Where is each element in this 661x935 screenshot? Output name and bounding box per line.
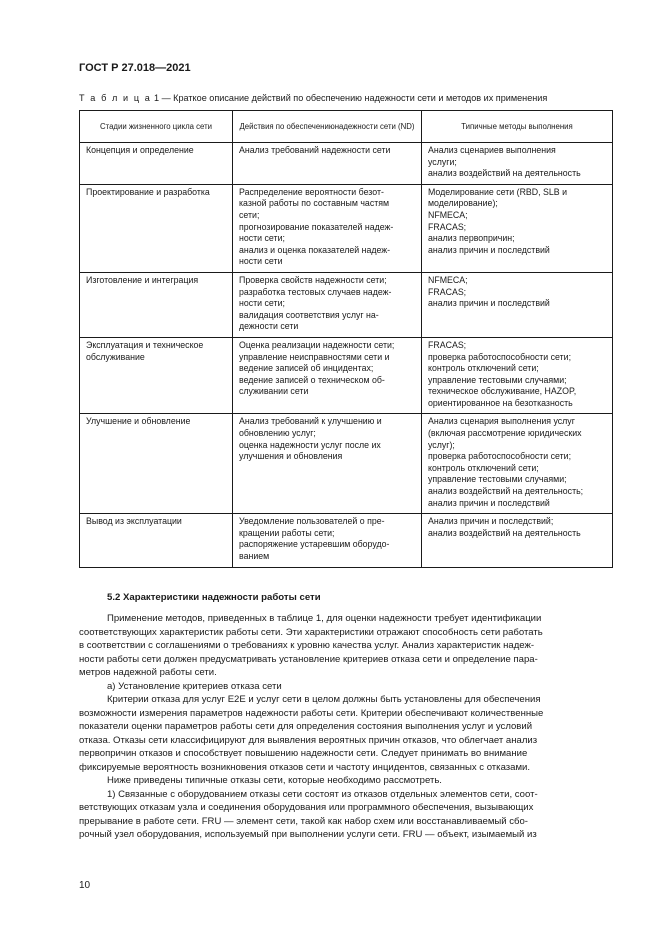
- table-row: [80, 272, 613, 337]
- cell-line: распоряжение устаревшим оборудо-: [239, 539, 390, 550]
- cell-line: разработка тестовых случаев надеж-: [239, 286, 392, 297]
- cell-line: обновлению услуг;: [239, 428, 316, 439]
- standard-designation: ГОСТ Р 27.018—2021: [79, 62, 191, 74]
- cell-line: ориентированное на безотказность: [428, 397, 573, 408]
- table-row: [80, 143, 613, 185]
- cell-line: Уведомление пользователей о пре-: [239, 516, 385, 527]
- paragraph-line: Ниже приведены типичные отказы сети, которые необходимо рассмотреть.: [107, 775, 442, 786]
- stage-cell: [80, 414, 233, 514]
- cell-line: контроль отключений сети;: [428, 363, 539, 374]
- stage-cell: [80, 143, 233, 185]
- cell-line: Оценка реализации надежности сети;: [239, 339, 395, 350]
- actions-cell: [233, 337, 422, 414]
- table-caption-label: Т а б л и ц а: [79, 93, 152, 103]
- cell-line: Анализ сценария выполнения услуг: [428, 416, 575, 427]
- cell-line: FRACAS;: [428, 286, 467, 297]
- cell-line: моделирование);: [428, 198, 498, 209]
- cell-line: Распределение вероятности безот-: [239, 186, 384, 197]
- cell-line: Анализ требований надежности сети: [239, 145, 391, 155]
- cell-line: Моделирование сети (RBD, SLB и: [428, 186, 568, 197]
- cell-line: управление тестовыми случаями;: [428, 474, 567, 485]
- cell-line: ности сети;: [239, 298, 285, 309]
- paragraph-line: ветствующих отказам узла и соединения оборудования или программного обеспечения, вызывающих: [79, 802, 534, 813]
- reliability-actions-table: [79, 110, 613, 568]
- methods-cell: [422, 143, 613, 185]
- paragraph-line: фиксируемые вероятность возникновения отказов сети и частоту инцидентов, связанных с отказами.: [79, 761, 531, 773]
- cell-line: прогнозирование показателей надеж-: [239, 221, 394, 232]
- stage-cell: [80, 184, 233, 272]
- paragraph-line: показатели оценки параметров работы сети для определения состояния выполнения услуг и условий: [79, 721, 533, 732]
- cell-line: Изготовление и интеграция: [86, 274, 199, 285]
- actions-cell: [233, 514, 422, 567]
- cell-line: Стадии жизненного цикла сети: [99, 121, 213, 131]
- stage-cell: [80, 272, 233, 337]
- cell-line: анализ причин и последствий: [428, 298, 550, 309]
- paragraph-line: метров надежной работы сети.: [79, 667, 217, 678]
- cell-line: услуги;: [428, 156, 457, 167]
- cell-line: Эксплуатация и техническое: [86, 339, 204, 350]
- paragraph-line: соответствующих характеристик работы сети. Эти характеристики отражают способность сети работать: [79, 626, 543, 638]
- cell-line: проверка работоспособности сети;: [428, 451, 572, 462]
- paragraph-line: Критерии отказа для услуг E2E и услуг сети в целом должны быть установлены для обеспечения: [107, 694, 541, 705]
- paragraph-line: прерывание в работе сети. FRU — элемент сети, такой как набор схем или восстанавливаемый сбо-: [79, 815, 528, 827]
- cell-line: анализ воздействий на деятельность: [428, 168, 581, 179]
- paragraph-line: отказа. Отказы сети классифицируют для выявления вероятных причин отказов, что облегчает анализ: [79, 734, 538, 746]
- cell-line: услуг);: [428, 439, 455, 450]
- column-header: [80, 111, 233, 143]
- cell-line: Типичные методы выполнения: [461, 121, 573, 131]
- table-caption-number: 1: [153, 93, 160, 103]
- cell-line: ности сети;: [239, 233, 285, 244]
- stage-cell: [80, 337, 233, 414]
- section-title: 5.2 Характеристики надежности работы сети: [107, 592, 321, 603]
- cell-line: NFMECA;: [428, 209, 468, 220]
- cell-line: анализ и оценка показателей надеж-: [239, 244, 391, 255]
- table-caption-text: — Краткое описание действий по обеспечению надежности сети и методов их применения: [161, 93, 548, 103]
- cell-line: проверка работоспособности сети;: [428, 351, 572, 362]
- cell-line: Вывод из эксплуатации: [86, 516, 182, 527]
- table-row: [80, 337, 613, 414]
- cell-line: анализ воздействий на деятельность;: [428, 486, 584, 497]
- section-body: [79, 612, 615, 842]
- actions-cell: [233, 143, 422, 185]
- column-header: [233, 111, 422, 143]
- cell-line: (включая рассмотрение юридических: [428, 428, 582, 439]
- actions-cell: [233, 184, 422, 272]
- cell-line: ведение записей о техническом об-: [239, 374, 385, 385]
- cell-line: улучшения и обновления: [239, 451, 343, 462]
- actions-cell: [233, 414, 422, 514]
- cell-line: Анализ сценариев выполнения: [428, 145, 556, 155]
- cell-line: Анализ требований к улучшению и: [239, 416, 382, 427]
- cell-line: ведение записей об инцидентах;: [239, 363, 374, 374]
- cell-line: сети;: [239, 209, 260, 220]
- methods-cell: [422, 514, 613, 567]
- cell-line: Концепция и определение: [86, 145, 194, 155]
- paragraph-line: 1) Связанные с оборудованием отказы сети состоят из отказов отдельных элементов сети, соот-: [107, 788, 538, 800]
- table-row: [80, 184, 613, 272]
- cell-line: ванием: [239, 551, 270, 561]
- methods-cell: [422, 337, 613, 414]
- cell-line: FRACAS;: [428, 339, 467, 350]
- paragraph-line: ности работы сети должен предусматривать установление критериев отказа сети и определение пара-: [79, 653, 538, 665]
- methods-cell: [422, 272, 613, 337]
- cell-line: техническое обслуживание, HAZOP,: [428, 386, 577, 397]
- cell-line: анализ причин и последствий: [428, 244, 550, 255]
- table-caption: [79, 93, 599, 103]
- methods-cell: [422, 414, 613, 514]
- paragraph-line: в соответствии с соглашениями о требованиях к уровню качества услуг. Анализ характеристик надеж-: [79, 640, 535, 651]
- paragraph-line: Применение методов, приведенных в таблице 1, для оценки надежности требует идентификации: [107, 613, 542, 624]
- table-header-row: [80, 111, 613, 143]
- cell-line: анализ первопричин;: [428, 233, 515, 244]
- cell-line: анализ причин и последствий: [428, 497, 550, 508]
- paragraph-line: рочный узел оборудования, используемый при выполнении услуги сети. FRU — объект, изымаемый из: [79, 829, 537, 840]
- table-row: [80, 514, 613, 567]
- paragraph-line: а) Установление критериев отказа сети: [107, 680, 282, 692]
- paragraph-line: возможности измерения параметров надежности работы сети. Критерии обеспечивают количественные: [79, 707, 544, 719]
- cell-line: FRACAS;: [428, 221, 467, 232]
- cell-line: надежности сети (ND): [334, 121, 415, 131]
- cell-line: служивании сети: [239, 386, 309, 397]
- stage-cell: [80, 514, 233, 567]
- table-row: [80, 414, 613, 514]
- cell-line: кращении работы сети;: [239, 527, 335, 538]
- cell-line: оценка надежности услуг после их: [239, 439, 381, 450]
- cell-line: казной работы по составным частям: [239, 198, 390, 209]
- page-number: 10: [79, 880, 91, 891]
- cell-line: Анализ причин и последствий;: [428, 516, 554, 527]
- cell-line: Проектирование и разработка: [86, 186, 210, 197]
- cell-line: Действия по обеспечению: [239, 121, 335, 131]
- column-header: [422, 111, 613, 143]
- cell-line: дежности сети: [239, 321, 299, 332]
- cell-line: ности сети: [239, 256, 283, 267]
- cell-line: Улучшение и обновление: [86, 416, 191, 427]
- cell-line: обслуживание: [86, 351, 145, 362]
- cell-line: валидация соответствия услуг на-: [239, 309, 379, 320]
- cell-line: NFMECA;: [428, 274, 468, 285]
- actions-cell: [233, 272, 422, 337]
- cell-line: управление неисправностями сети и: [239, 351, 390, 362]
- cell-line: Проверка свойств надежности сети;: [239, 274, 387, 285]
- cell-line: анализ воздействий на деятельность: [428, 527, 581, 538]
- cell-line: управление тестовыми случаями;: [428, 374, 567, 385]
- methods-cell: [422, 184, 613, 272]
- paragraph-line: первопричин отказов и способствует повышению надежности сети. Следует принимать во внимание: [79, 748, 528, 759]
- cell-line: контроль отключений сети;: [428, 462, 539, 473]
